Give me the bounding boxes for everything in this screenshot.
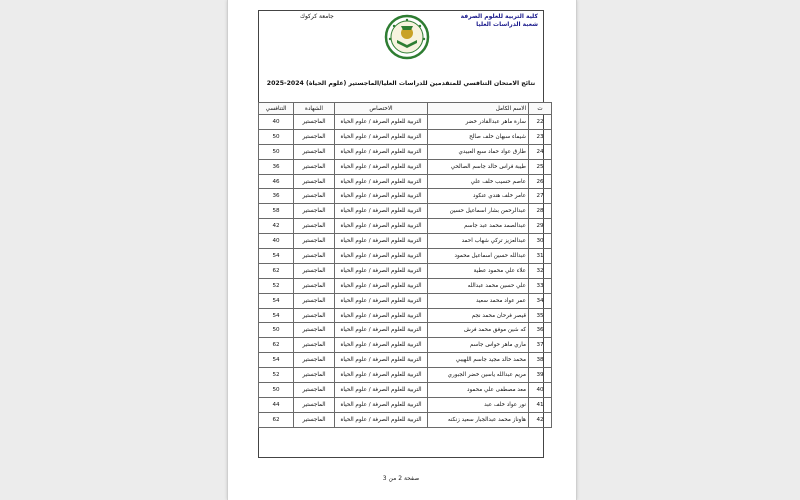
cell-score: 40 [259, 234, 294, 249]
cell-name: قيصر فرحان محمد نجم [428, 308, 529, 323]
cell-num: 40 [529, 383, 552, 398]
header-num: ت [529, 103, 552, 115]
cell-score: 54 [259, 353, 294, 368]
table-header-row [259, 103, 552, 115]
cell-score: 44 [259, 397, 294, 412]
cell-score: 58 [259, 204, 294, 219]
cell-degree: الماجستير [294, 144, 335, 159]
institution-header [461, 13, 538, 29]
cell-name: هاوناز محمد عبدالجبار سعيد زنكنه [428, 412, 529, 427]
cell-num: 31 [529, 249, 552, 264]
cell-score: 62 [259, 338, 294, 353]
cell-score: 54 [259, 308, 294, 323]
cell-spec: التربية للعلوم الصرفة / علوم الحياة [335, 129, 428, 144]
table-row [259, 323, 552, 338]
cell-spec: التربية للعلوم الصرفة / علوم الحياة [335, 338, 428, 353]
cell-score: 36 [259, 159, 294, 174]
cell-num: 22 [529, 115, 552, 130]
cell-name: علي حسين محمد عبدالله [428, 278, 529, 293]
cell-score: 62 [259, 412, 294, 427]
table-row [259, 189, 552, 204]
cell-score: 50 [259, 144, 294, 159]
cell-spec: التربية للعلوم الصرفة / علوم الحياة [335, 263, 428, 278]
cell-degree: الماجستير [294, 368, 335, 383]
cell-degree: الماجستير [294, 249, 335, 264]
cell-score: 54 [259, 249, 294, 264]
cell-name: طيبة فراس خالد جاسم الصالحي [428, 159, 529, 174]
header-score: التنافسي [259, 103, 294, 115]
cell-num: 37 [529, 338, 552, 353]
cell-num: 27 [529, 189, 552, 204]
page-number: صفحة 2 من 3 [382, 475, 420, 482]
cell-num: 26 [529, 174, 552, 189]
cell-degree: الماجستير [294, 219, 335, 234]
cell-num: 32 [529, 263, 552, 278]
cell-score: 40 [259, 115, 294, 130]
cell-score: 52 [259, 368, 294, 383]
table-row [259, 397, 552, 412]
table-row [259, 249, 552, 264]
table-row [259, 144, 552, 159]
cell-degree: الماجستير [294, 129, 335, 144]
cell-num: 34 [529, 293, 552, 308]
cell-degree: الماجستير [294, 308, 335, 323]
cell-degree: الماجستير [294, 323, 335, 338]
cell-name: نور عواد خلف عبد [428, 397, 529, 412]
header-name: الاسم الكامل [428, 103, 529, 115]
header-spec: الاختصاص [335, 103, 428, 115]
cell-name: عمر عواد محمد سعيد [428, 293, 529, 308]
cell-num: 33 [529, 278, 552, 293]
cell-score: 46 [259, 174, 294, 189]
document-title: نتائج الامتحان التنافسي للمتقدمين للدراسات العليا/الماجستير (علوم الحياة) 2024-2025 [266, 80, 536, 87]
cell-num: 41 [529, 397, 552, 412]
cell-score: 62 [259, 263, 294, 278]
cell-name: عاصم حسيب خلف علي [428, 174, 529, 189]
cell-degree: الماجستير [294, 412, 335, 427]
cell-score: 50 [259, 129, 294, 144]
cell-num: 28 [529, 204, 552, 219]
cell-name: علاء علي محمود عطية [428, 263, 529, 278]
cell-spec: التربية للعلوم الصرفة / علوم الحياة [335, 308, 428, 323]
cell-name: ماري ماهر حواس جاسم [428, 338, 529, 353]
cell-name: عبدالله حسين اسماعيل محمود [428, 249, 529, 264]
cell-name: عبدالعزيز تركي شهاب احمد [428, 234, 529, 249]
cell-num: 24 [529, 144, 552, 159]
cell-num: 23 [529, 129, 552, 144]
cell-score: 52 [259, 278, 294, 293]
table-row [259, 234, 552, 249]
cell-degree: الماجستير [294, 234, 335, 249]
header-degree: الشهادة [294, 103, 335, 115]
cell-spec: التربية للعلوم الصرفة / علوم الحياة [335, 189, 428, 204]
cell-degree: الماجستير [294, 397, 335, 412]
table-row [259, 263, 552, 278]
cell-spec: التربية للعلوم الصرفة / علوم الحياة [335, 204, 428, 219]
cell-degree: الماجستير [294, 353, 335, 368]
cell-name: طارق عواد حماد سبع العبيدي [428, 144, 529, 159]
college-logo-icon [384, 14, 430, 60]
cell-num: 36 [529, 323, 552, 338]
table-row [259, 174, 552, 189]
cell-spec: التربية للعلوم الصرفة / علوم الحياة [335, 174, 428, 189]
table-row [259, 278, 552, 293]
cell-spec: التربية للعلوم الصرفة / علوم الحياة [335, 144, 428, 159]
table-row [259, 219, 552, 234]
document-content [258, 10, 544, 482]
cell-degree: الماجستير [294, 338, 335, 353]
cell-name: شيماء سبهان خلف صالح [428, 129, 529, 144]
college-name: كلية التربية للعلوم الصرفة [460, 13, 538, 20]
cell-num: 25 [529, 159, 552, 174]
table-row [259, 115, 552, 130]
cell-spec: التربية للعلوم الصرفة / علوم الحياة [335, 368, 428, 383]
table-row [259, 129, 552, 144]
cell-degree: الماجستير [294, 383, 335, 398]
division-name: شعبة الدراسات العليا [476, 21, 538, 28]
cell-num: 38 [529, 353, 552, 368]
table-row [259, 353, 552, 368]
table-row [259, 204, 552, 219]
cell-name: عبدالصمد محمد عبد جاسم [428, 219, 529, 234]
cell-score: 50 [259, 383, 294, 398]
table-row [259, 308, 552, 323]
cell-score: 54 [259, 293, 294, 308]
cell-spec: التربية للعلوم الصرفة / علوم الحياة [335, 249, 428, 264]
cell-name: كه شين موفق محمد فرش [428, 323, 529, 338]
cell-num: 39 [529, 368, 552, 383]
cell-num: 30 [529, 234, 552, 249]
table-row [259, 412, 552, 427]
cell-spec: التربية للعلوم الصرفة / علوم الحياة [335, 323, 428, 338]
cell-degree: الماجستير [294, 293, 335, 308]
results-table [258, 102, 552, 428]
cell-score: 42 [259, 219, 294, 234]
table-row [259, 338, 552, 353]
cell-degree: الماجستير [294, 174, 335, 189]
cell-score: 36 [259, 189, 294, 204]
cell-num: 29 [529, 219, 552, 234]
cell-name: عامر خلف هندي عنكود [428, 189, 529, 204]
cell-degree: الماجستير [294, 159, 335, 174]
cell-name: سارة ماهر عبدالقادر خضر [428, 115, 529, 130]
cell-num: 42 [529, 412, 552, 427]
cell-spec: التربية للعلوم الصرفة / علوم الحياة [335, 278, 428, 293]
table-row [259, 368, 552, 383]
cell-spec: التربية للعلوم الصرفة / علوم الحياة [335, 293, 428, 308]
cell-num: 35 [529, 308, 552, 323]
university-name: جامعة كركوك [300, 13, 334, 20]
cell-spec: التربية للعلوم الصرفة / علوم الحياة [335, 397, 428, 412]
cell-spec: التربية للعلوم الصرفة / علوم الحياة [335, 412, 428, 427]
cell-spec: التربية للعلوم الصرفة / علوم الحياة [335, 219, 428, 234]
cell-name: عبدالرحمن بشار اسماعيل حسين [428, 204, 529, 219]
cell-spec: التربية للعلوم الصرفة / علوم الحياة [335, 115, 428, 130]
cell-name: معد مصطفى علي محمود [428, 383, 529, 398]
table-row [259, 159, 552, 174]
cell-degree: الماجستير [294, 115, 335, 130]
cell-name: محمد خالد مجيد جاسم اللهيبي [428, 353, 529, 368]
table-row [259, 293, 552, 308]
cell-degree: الماجستير [294, 189, 335, 204]
cell-name: مريم عبدالله ياسين خضر الجبوري [428, 368, 529, 383]
cell-degree: الماجستير [294, 278, 335, 293]
cell-spec: التربية للعلوم الصرفة / علوم الحياة [335, 353, 428, 368]
cell-degree: الماجستير [294, 204, 335, 219]
table-row [259, 383, 552, 398]
cell-spec: التربية للعلوم الصرفة / علوم الحياة [335, 383, 428, 398]
cell-spec: التربية للعلوم الصرفة / علوم الحياة [335, 159, 428, 174]
cell-score: 50 [259, 323, 294, 338]
cell-spec: التربية للعلوم الصرفة / علوم الحياة [335, 234, 428, 249]
cell-degree: الماجستير [294, 263, 335, 278]
